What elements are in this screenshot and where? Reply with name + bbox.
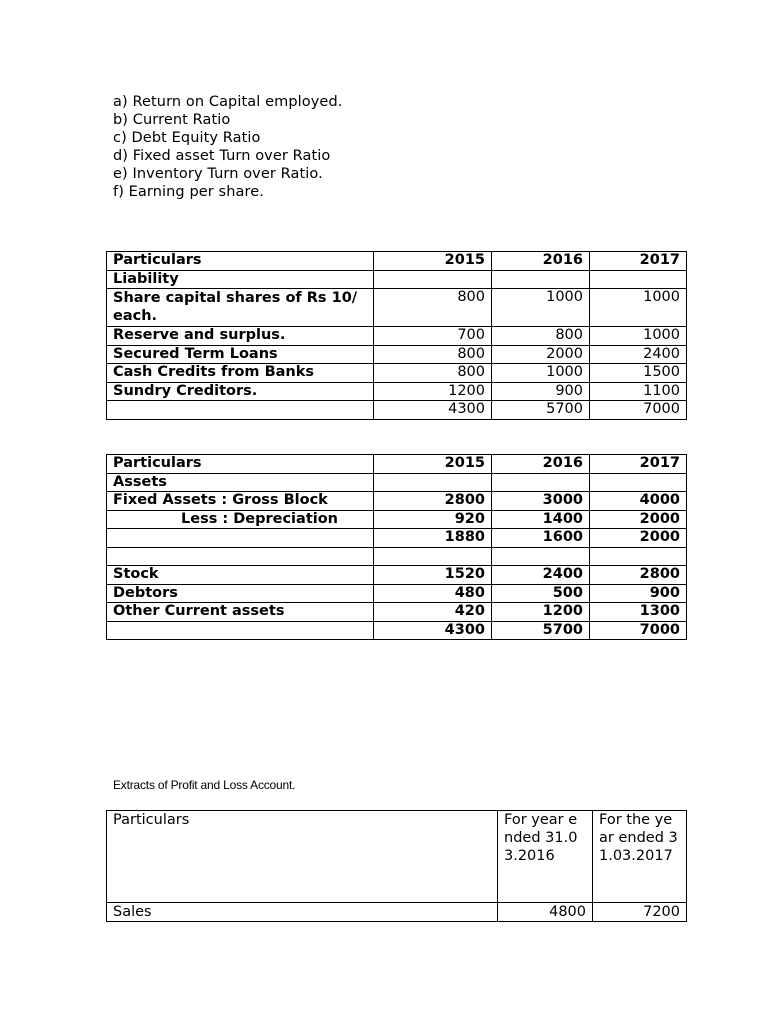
profit-loss-table (106, 810, 687, 922)
cell-value: 800 (374, 289, 492, 327)
cell-value: 1300 (590, 603, 687, 622)
row-label: Reserve and surplus. (107, 327, 374, 346)
pl-heading: Extracts of Profit and Loss Account. (113, 778, 296, 792)
cell-value: 2800 (374, 492, 492, 511)
cell-value: 500 (492, 584, 590, 603)
table-header-row (107, 252, 687, 271)
section-label: Liability (107, 270, 374, 289)
header-period: For year ended 31.03.2016 (498, 811, 593, 903)
cell-value: 2800 (590, 566, 687, 585)
cell-value: 2000 (590, 510, 687, 529)
row-label: Share capital shares of Rs 10/ each. (107, 289, 374, 327)
question-item: c) Debt Equity Ratio (113, 130, 261, 146)
table-header-row (107, 811, 687, 903)
cell-value: 4800 (498, 903, 593, 922)
cell-value: 2400 (590, 345, 687, 364)
header-particulars: Particulars (107, 811, 498, 903)
table-header-row (107, 455, 687, 474)
row-label: Stock (107, 566, 374, 585)
total-row (107, 621, 687, 640)
table-row (107, 345, 687, 364)
cell-value: 7200 (593, 903, 687, 922)
table-row (107, 492, 687, 511)
cell-value: 800 (374, 364, 492, 383)
row-label: Secured Term Loans (107, 345, 374, 364)
header-year: 2017 (590, 252, 687, 271)
table-row (107, 473, 687, 492)
cell-value: 3000 (492, 492, 590, 511)
header-particulars: Particulars (107, 252, 374, 271)
table-row (107, 270, 687, 289)
cell-value: 1520 (374, 566, 492, 585)
header-year: 2015 (374, 252, 492, 271)
header-period: For the year ended 31.03.2017 (593, 811, 687, 903)
cell-value: 800 (374, 345, 492, 364)
question-item: a) Return on Capital employed. (113, 94, 343, 110)
header-year: 2015 (374, 455, 492, 474)
row-label: Cash Credits from Banks (107, 364, 374, 383)
assets-table (106, 454, 687, 640)
total-value: 5700 (492, 401, 590, 420)
cell-value: 1000 (590, 327, 687, 346)
table-row (107, 382, 687, 401)
row-label: Fixed Assets : Gross Block (107, 492, 374, 511)
total-value: 4300 (374, 621, 492, 640)
header-particulars: Particulars (107, 455, 374, 474)
total-value: 7000 (590, 621, 687, 640)
header-year: 2016 (492, 455, 590, 474)
table-row (107, 903, 687, 922)
row-label: Sales (107, 903, 498, 922)
cell-value: 1400 (492, 510, 590, 529)
question-item: b) Current Ratio (113, 112, 231, 128)
header-year: 2016 (492, 252, 590, 271)
spacer-row (107, 547, 687, 566)
table-row (107, 289, 687, 327)
cell-value: 1100 (590, 382, 687, 401)
total-row (107, 401, 687, 420)
cell-value: 1000 (492, 364, 590, 383)
question-item: e) Inventory Turn over Ratio. (113, 166, 323, 182)
cell-value: 1600 (492, 529, 590, 548)
table-row (107, 566, 687, 585)
question-item: d) Fixed asset Turn over Ratio (113, 148, 331, 164)
table-row (107, 603, 687, 622)
liability-table (106, 251, 687, 420)
cell-value: 480 (374, 584, 492, 603)
subtotal-row (107, 529, 687, 548)
cell-value: 900 (492, 382, 590, 401)
cell-value: 1200 (492, 603, 590, 622)
table-row (107, 364, 687, 383)
row-label: Other Current assets (107, 603, 374, 622)
table-row (107, 584, 687, 603)
cell-value: 2000 (492, 345, 590, 364)
cell-value: 1200 (374, 382, 492, 401)
table-row (107, 327, 687, 346)
question-list (113, 93, 342, 201)
cell-value: 1000 (492, 289, 590, 327)
cell-value: 4000 (590, 492, 687, 511)
row-label: Less : Depreciation (107, 510, 374, 529)
cell-value: 2400 (492, 566, 590, 585)
section-label: Assets (107, 473, 374, 492)
question-item: f) Earning per share. (113, 184, 264, 200)
cell-value: 1880 (374, 529, 492, 548)
total-value: 4300 (374, 401, 492, 420)
cell-value: 800 (492, 327, 590, 346)
cell-value: 1500 (590, 364, 687, 383)
cell-value: 1000 (590, 289, 687, 327)
header-year: 2017 (590, 455, 687, 474)
row-label: Debtors (107, 584, 374, 603)
row-label: Sundry Creditors. (107, 382, 374, 401)
cell-value: 900 (590, 584, 687, 603)
cell-value: 2000 (590, 529, 687, 548)
total-value: 5700 (492, 621, 590, 640)
cell-value: 420 (374, 603, 492, 622)
total-value: 7000 (590, 401, 687, 420)
cell-value: 700 (374, 327, 492, 346)
cell-value: 920 (374, 510, 492, 529)
table-row (107, 510, 687, 529)
